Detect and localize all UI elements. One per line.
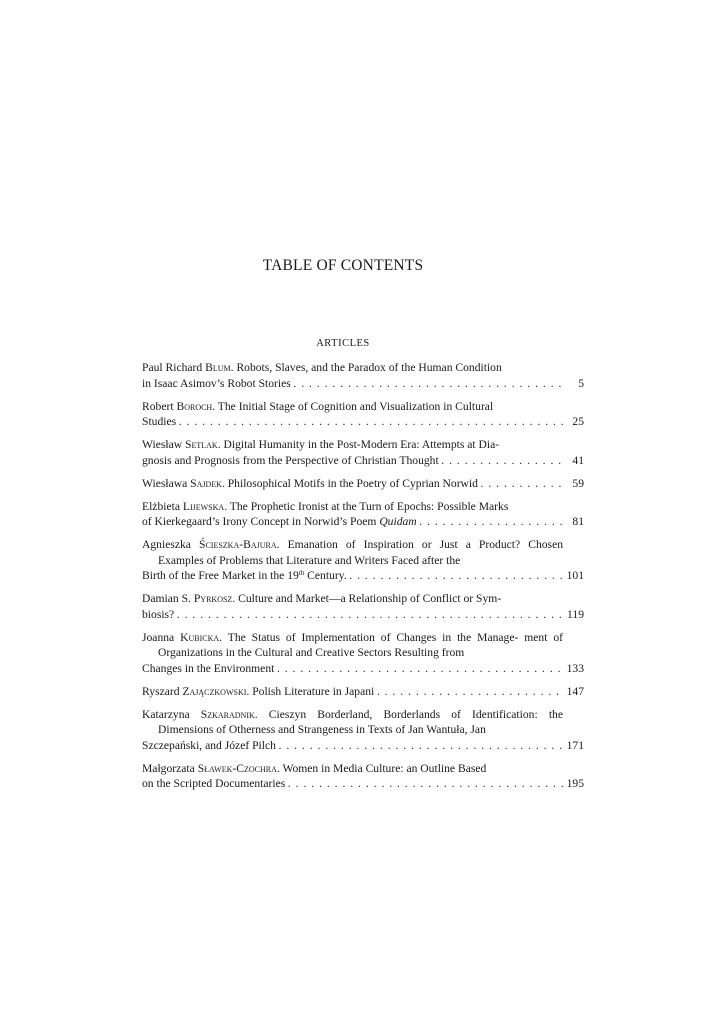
author-first: Katarzyna (142, 707, 190, 721)
author-surname: Lijewska (182, 499, 225, 513)
entry-title-cont: the Dimensions of Otherness and Strangeness in Texts of Jan Wantuła, Jan (158, 707, 563, 736)
dot-leader (350, 568, 563, 584)
author-surname: Sajdek (190, 476, 222, 490)
author-surname: Ścieszka-Bajura (199, 538, 277, 551)
toc-entry[interactable] (142, 399, 584, 430)
author-surname: Pyrkosz (193, 592, 233, 605)
entry-title-cont: Changes in the Environment (142, 661, 275, 675)
page-number: 195 (566, 777, 584, 790)
entry-title: . Robots, Slaves, and the Paradox of the Human Condition (230, 361, 502, 374)
entry-title: . The Initial Stage of Cognition and Visualization in Cultural (212, 399, 494, 413)
entry-title-cont: of Kierkegaard’s Irony Concept in Norwid’s Poem (142, 515, 377, 528)
dot-leader (420, 514, 563, 530)
page-number: 41 (572, 453, 584, 467)
author-first: Elżbieta (142, 499, 180, 513)
dot-leader (288, 776, 563, 792)
entry-title-cont: Birth of the Free Market in the 19 (142, 569, 299, 582)
toc-entry[interactable] (142, 499, 584, 530)
toc-entry[interactable] (142, 537, 584, 584)
toc-entry[interactable] (142, 360, 584, 391)
poem-title: Quidam (379, 515, 417, 528)
page-number: 171 (566, 738, 584, 752)
toc-entry[interactable] (142, 707, 584, 754)
author-surname: Setlak (185, 438, 218, 451)
page-title: TABLE OF CONTENTS (262, 257, 424, 274)
author-first: Joanna (142, 630, 175, 644)
author-surname: Boroch (176, 399, 213, 413)
page-number: 119 (567, 607, 584, 621)
author-surname: Blum (205, 361, 231, 374)
entry-title: . Emanation of Inspiration or Just a Product? (276, 538, 521, 551)
entry-title-cont: biosis? (142, 607, 175, 621)
page-number: 133 (566, 661, 584, 675)
page-number: 5 (578, 376, 584, 390)
toc-list (142, 360, 584, 799)
toc-entry[interactable] (142, 630, 584, 677)
entry-title-cont: ment of Organizations in the Cultural and Creative Sectors Resulting from (158, 630, 563, 659)
author-first: Małgorzata (142, 761, 195, 775)
page-number: 81 (572, 515, 584, 528)
dot-leader (377, 684, 563, 700)
dot-leader (442, 453, 563, 469)
entry-title-cont: in Isaac Asimov’s Robot Stories (142, 376, 291, 390)
entry-title-cont: Century. (304, 569, 347, 582)
dot-leader (294, 376, 563, 392)
author-surname: Sławek-Czochra (197, 761, 277, 775)
author-first: Wiesława (142, 476, 188, 490)
author-first: Wiesław (142, 438, 183, 451)
entry-title: . The Status of Implementation of Changes in the Manage- (219, 630, 519, 644)
toc-entry[interactable] (142, 761, 584, 792)
author-surname: Kubicka (180, 630, 220, 644)
author-first: Ryszard (142, 684, 180, 698)
author-first: Robert (142, 399, 174, 413)
page-number: 101 (566, 569, 584, 582)
page-number: 59 (572, 476, 584, 490)
section-heading: ARTICLES (316, 338, 370, 349)
entry-title-cont: Chosen Examples of Problems that Literature and Writers Faced after the (158, 538, 564, 567)
entry-title-cont: on the Scripted Documentaries (142, 777, 286, 790)
entry-title: . Philosophical Motifs in the Poetry of Cyprian Norwid (221, 476, 478, 490)
dot-leader (177, 607, 563, 623)
author-first: Agnieszka (142, 538, 191, 551)
dot-leader (279, 738, 563, 754)
author-surname: Zajączkowski (182, 684, 247, 698)
entry-title: . Culture and Market—a Relationship of Conflict or Sym- (232, 592, 502, 605)
author-surname: Szkaradnik (200, 707, 255, 721)
page-number: 147 (566, 684, 584, 698)
entry-title: . Digital Humanity in the Post-Modern Era: Attempts at Dia- (217, 438, 500, 451)
page-number: 25 (572, 415, 584, 428)
entry-title: . Polish Literature in Japani (246, 684, 375, 698)
dot-leader (277, 661, 563, 677)
entry-title: . Cieszyn Borderland, Borderlands of Identification: (254, 707, 538, 721)
author-first: Damian S. (142, 592, 191, 605)
toc-entry[interactable] (142, 591, 584, 622)
author-first: Paul Richard (142, 361, 203, 374)
entry-title-cont: Szczepański, and Józef Pilch (142, 738, 276, 752)
entry-title-cont: Studies (142, 415, 177, 428)
superscript: th (298, 569, 305, 577)
entry-title-cont: gnosis and Prognosis from the Perspective of Christian Thought (142, 453, 439, 467)
dot-leader (179, 414, 563, 430)
toc-entry[interactable] (142, 476, 584, 492)
entry-title: . Women in Media Culture: an Outline Based (276, 761, 487, 775)
entry-title: . The Prophetic Ironist at the Turn of Epochs: Possible Marks (224, 499, 509, 513)
toc-entry[interactable] (142, 437, 584, 468)
toc-entry[interactable] (142, 684, 584, 700)
